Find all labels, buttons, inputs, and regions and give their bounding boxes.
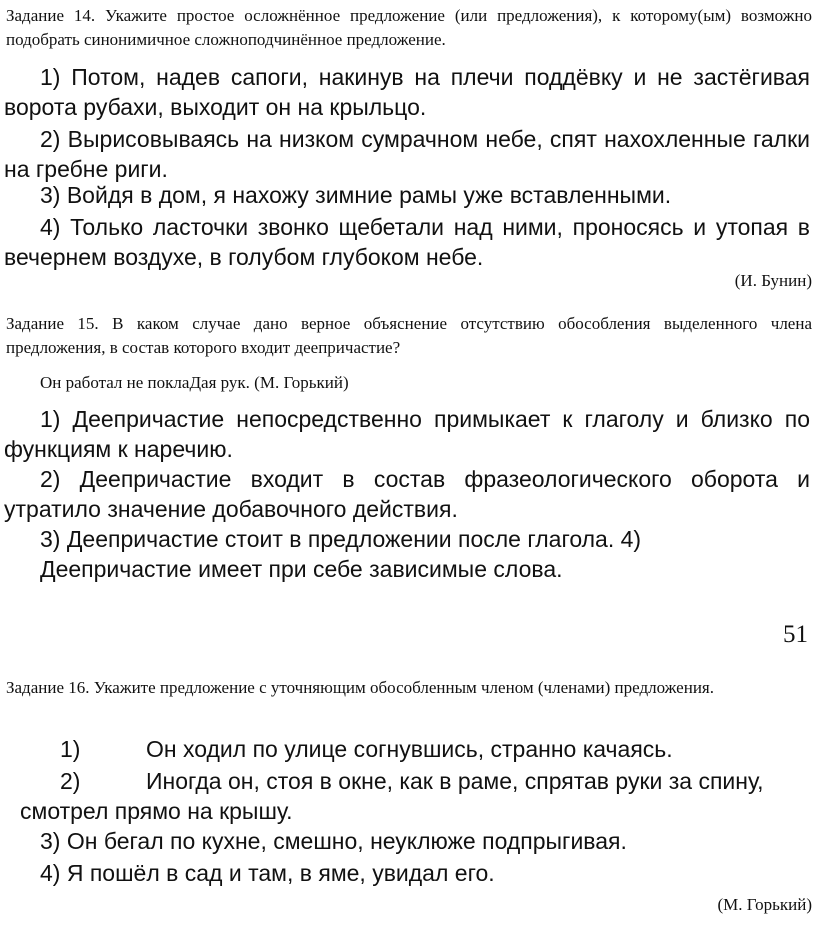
- task-16-option-2-continuation: смотрел прямо на крышу.: [20, 798, 293, 824]
- task-16-option-4: 4) Я пошёл в сад и там, в яме, увидал его.: [40, 860, 495, 886]
- task-14-option-4: 4) Только ласточки звонко щебетали над ними, проносясь и утопая в вечернем воздухе, в голубом глубоком небе.: [4, 214, 810, 270]
- task-14-option-2: 2) Вырисовываясь на низком сумрачном небе, спят нахохленные галки на гребне риги.: [4, 126, 810, 182]
- task-14-author: (И. Бунин): [734, 271, 812, 290]
- task-15-option-1: 1) Деепричастие непосредственно примыкает к глаголу и близко по функциям к наречию.: [4, 406, 810, 462]
- task-15-option-2: 2) Деепричастие входит в состав фразеологического оборота и утратило значение добавочного действия.: [4, 466, 810, 522]
- task-16-option-3: 3) Он бегал по кухне, смешно, неуклюже подпрыгивая.: [40, 828, 627, 854]
- task-16-option-1-text: Он ходил по улице согнувшись, странно качаясь.: [146, 736, 673, 762]
- task-15-example: Он работал не поклаДая рук. (М. Горький): [40, 373, 349, 392]
- task-16-option-2-number: 2): [60, 768, 81, 794]
- task-15-heading: Задание 15. В каком случае дано верное объяснение отсутствию обособления выделенного члена предложения, в состав которого входит деепричастие?: [6, 314, 812, 357]
- task-14-option-3: 3) Войдя в дом, я нахожу зимние рамы уже вставленными.: [40, 182, 672, 208]
- task-15-option-3-4: 3) Деепричастие стоит в предложении после глагола. 4) Деепричастие имеет при себе зависимые слова.: [40, 526, 642, 582]
- task-16-option-2-text: Иногда он, стоя в окне, как в раме, спрятав руки за спину,: [146, 768, 764, 794]
- task-14-heading: Задание 14. Укажите простое осложнённое предложение (или предложения), к которому(ым) возможно подобрать синонимичное сложноподчинённое предложение.: [6, 6, 812, 49]
- task-16-heading: Задание 16. Укажите предложение с уточняющим обособленным членом (членами) предложения.: [6, 678, 714, 697]
- page-number: 51: [783, 621, 808, 648]
- task-16-author: (М. Горький): [717, 895, 812, 914]
- task-16-option-1-number: 1): [60, 736, 81, 762]
- task-14-option-1: 1) Потом, надев сапоги, накинув на плечи поддёвку и не застёгивая ворота рубахи, выходит он на крыльцо.: [4, 64, 810, 120]
